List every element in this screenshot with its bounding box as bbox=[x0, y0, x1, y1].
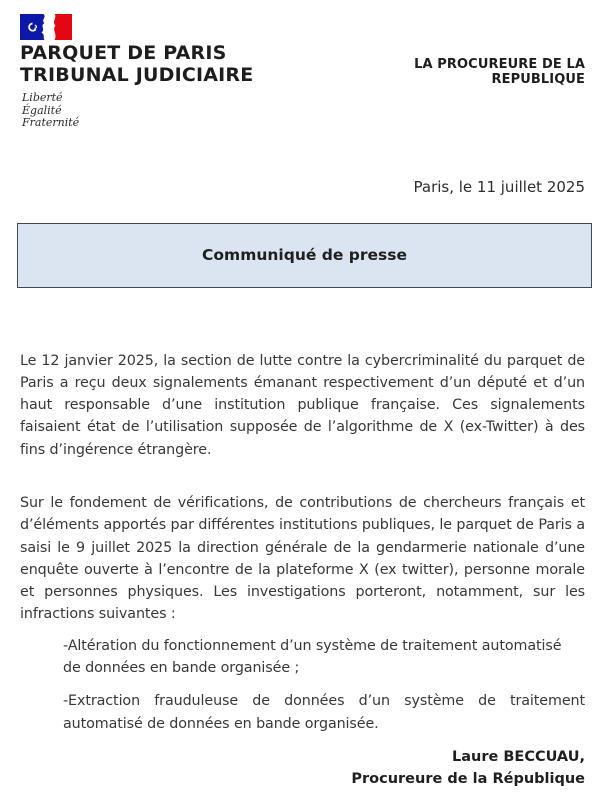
procureure-title: LA PROCUREURE DE LA REPUBLIQUE bbox=[414, 57, 585, 87]
infraction-item-extraction: -Extraction frauduleuse de données d’un système de traitement automatisé de données en bande organisée. bbox=[63, 693, 585, 732]
document-header bbox=[20, 14, 585, 130]
infraction-item-alteration: -Altération du fonctionnement d’un système de traitement automatisé de données en bande organisée ; bbox=[63, 637, 562, 677]
signature-title: Procureure de la République bbox=[351, 771, 585, 787]
paragraph-enquete: Sur le fondement de vérifications, de contributions de chercheurs français et d’éléments apportés par différentes institutions publiques, le parquet de Paris a saisi le 9 juillet 2025 la direction générale de la gendarmerie nationale d’une enquête ouverte à l’encontre de la plateforme X (ex twitter), personne morale et personnes physiques. Les investigations porteront, notamment, sur les infractions suivantes : bbox=[20, 494, 585, 623]
document-body bbox=[20, 350, 585, 735]
org-name-line1: PARQUET DE PARIS bbox=[20, 42, 227, 64]
signature-name: Laure BECCUAU, bbox=[451, 749, 585, 765]
french-republic-marianne-flag-icon bbox=[20, 14, 72, 40]
org-name-line2: TRIBUNAL JUDICIAIRE bbox=[20, 63, 254, 86]
press-release-banner bbox=[17, 223, 592, 288]
motto-fraternite: Fraternité bbox=[22, 116, 80, 129]
signature-block bbox=[351, 746, 585, 790]
banner-title: Communiqué de presse bbox=[202, 246, 407, 264]
motto-egalite: Égalité bbox=[22, 103, 62, 117]
motto-liberte: Liberté bbox=[22, 91, 63, 104]
paragraph-signalements: Le 12 janvier 2025, la section de lutte contre la cybercriminalité du parquet de Paris a reçu deux signalements émanant respectivement d’un député et d’un haut responsable d’une institution publique française. Ces signalements faisaient état de l’utilisation supposée de l’algorithme de X (ex-Twitter) à des fins d’ingérence étrangère. bbox=[20, 352, 585, 458]
header-left-block bbox=[20, 14, 318, 130]
infractions-list bbox=[20, 635, 585, 735]
dateline: Paris, le 11 juillet 2025 bbox=[413, 177, 585, 196]
republic-motto bbox=[22, 92, 318, 130]
